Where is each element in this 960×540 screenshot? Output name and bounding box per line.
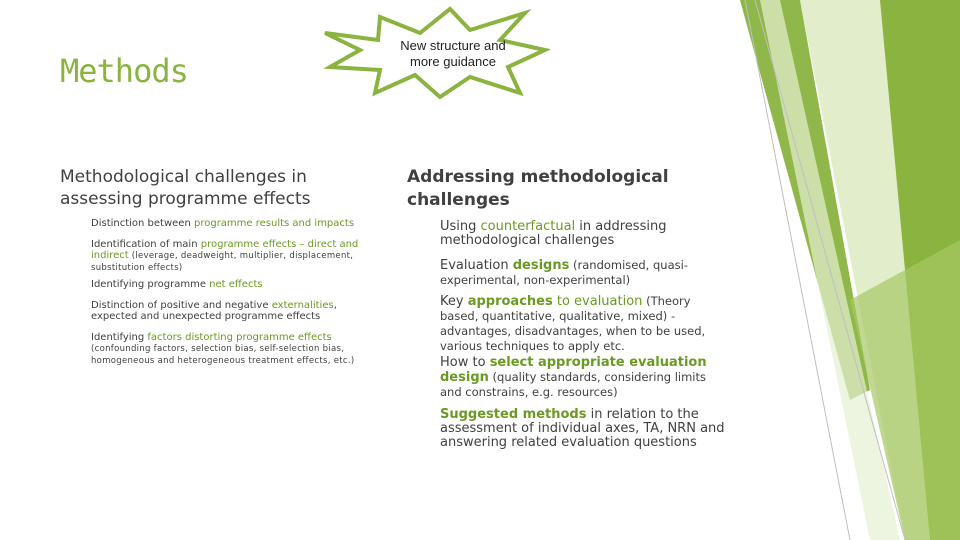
right-heading: Addressing methodological challenges xyxy=(407,167,669,210)
right-item: Key approaches to evaluation (Theory based, quantitative, qualitative, mixed) - advantages, disadvantages, when to be used, various techniques to apply etc. xyxy=(440,294,706,353)
callout-text: New structure and more guidance xyxy=(400,38,506,69)
left-item: Identifying factors distorting programme effects (confounding factors, selection bias, self-selection bias, homogeneous and heterogeneous treatment effects, etc.) xyxy=(91,332,355,366)
slide-title: Methods xyxy=(60,52,188,90)
left-item: Distinction of positive and negative externalities, expected and unexpected programme effects xyxy=(91,300,337,322)
right-item: How to select appropriate evaluation design (quality standards, considering limits and constrains, e.g. resources) xyxy=(440,355,707,399)
right-item: Using counterfactual in addressing methodological challenges xyxy=(440,219,667,248)
left-heading: Methodological challenges in assessing programme effects xyxy=(60,167,311,209)
right-item: Suggested methods in relation to the assessment of individual axes, TA, NRN and answering related evaluation questions xyxy=(440,407,725,450)
left-item: Distinction between programme results and impacts xyxy=(91,218,355,229)
right-item: Evaluation designs (randomised, quasi-experimental, non-experimental) xyxy=(440,258,688,287)
left-item: Identifying programme net effects xyxy=(91,279,263,290)
left-item: Identification of main programme effects – direct and indirect (leverage, deadweight, multiplier, displacement, substitution effects) xyxy=(91,239,359,273)
